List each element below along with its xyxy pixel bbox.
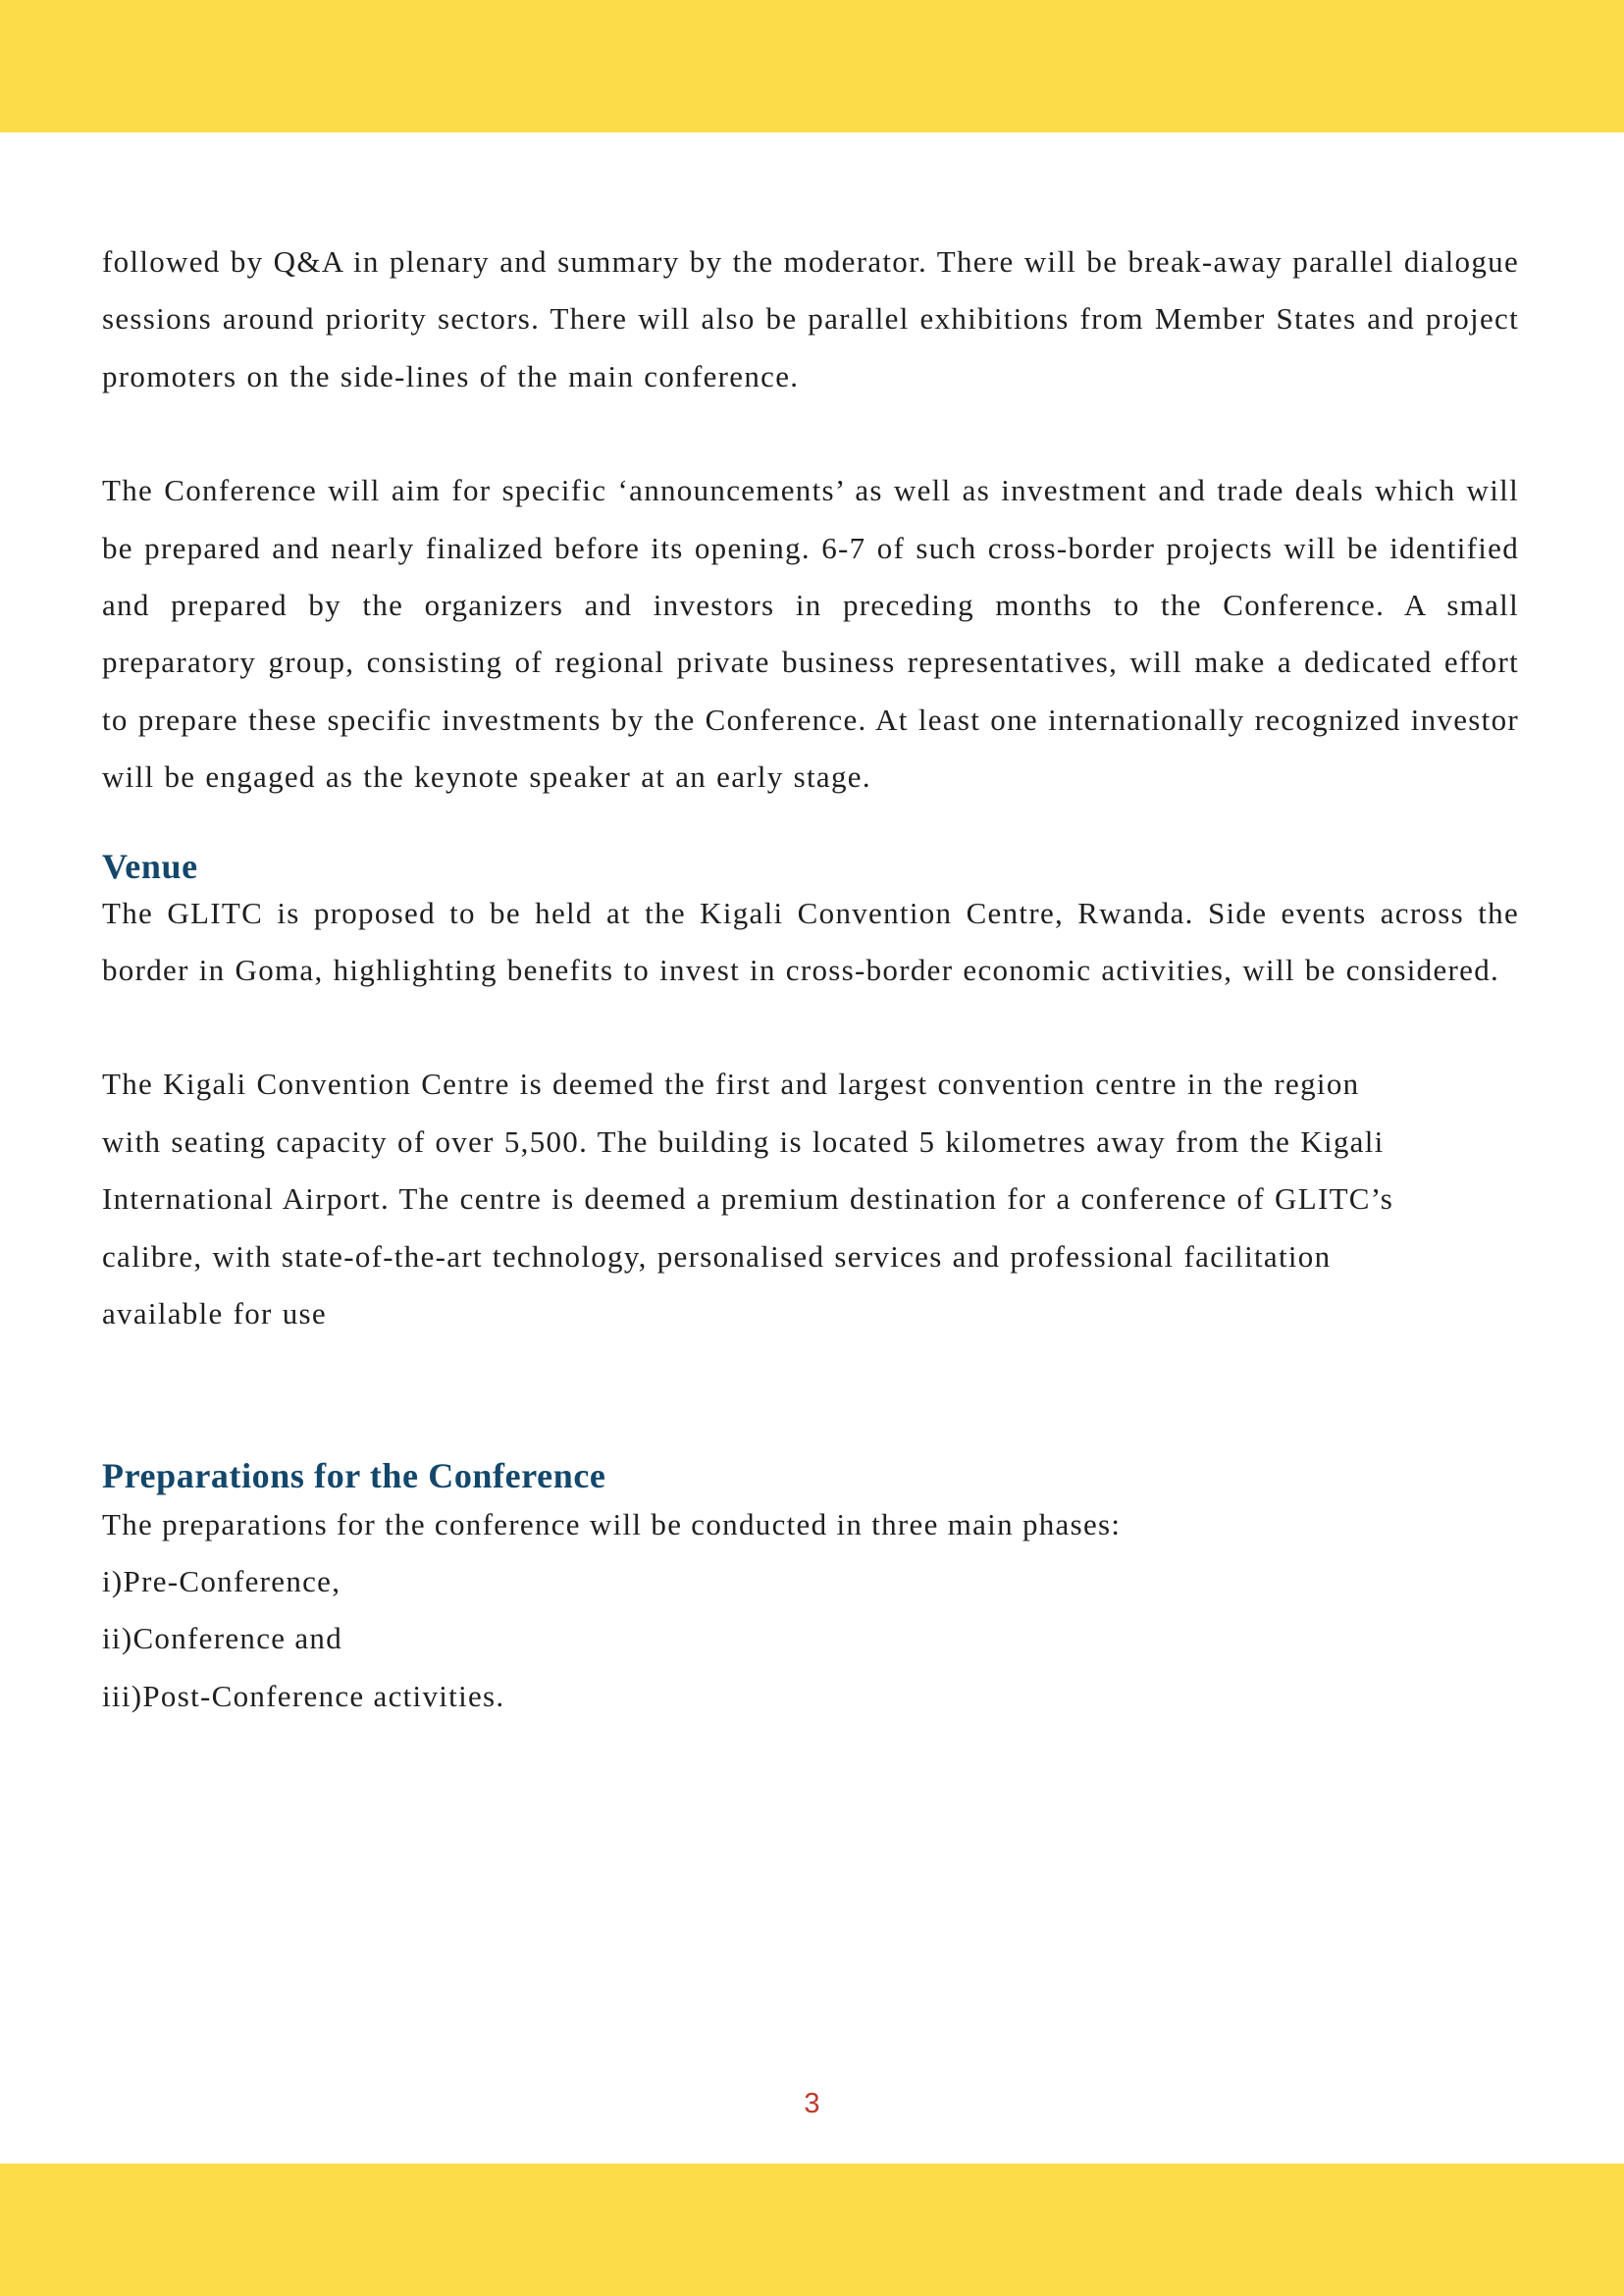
venue-paragraph-2-line: available for use	[102, 1296, 327, 1331]
venue-paragraph-2-line: The Kigali Convention Centre is deemed the first and largest convention centre in the region	[102, 1067, 1360, 1102]
venue-paragraph-2-line: International Airport. The centre is deemed a premium destination for a conference of GLITC’s	[102, 1181, 1394, 1217]
list-item: iii)Post-Conference activities.	[102, 1678, 505, 1713]
spacer	[102, 999, 1519, 1056]
preparations-intro: The preparations for the conference will be conducted in three main phases:	[102, 1506, 1122, 1541]
page-content	[102, 234, 1519, 1725]
announcements-paragraph: The Conference will aim for specific ‘announcements’ as well as investment and trade deals which will be prepared and nearly finalized before its opening. 6-7 of such cross-border projects will be identified and prepared by the organizers and investors in preceding months to the Conference. A small preparatory group, consisting of regional private business representatives, will make a dedicated effort to prepare these specific investments by the Conference. At least one internationally recognized investor will be engaged as the keynote speaker at an early stage.	[102, 473, 1519, 795]
header-band	[0, 0, 1624, 132]
spacer	[102, 1343, 1519, 1455]
spacer	[102, 807, 1519, 846]
list-item: i)Pre-Conference,	[102, 1563, 341, 1598]
venue-paragraph-1: The GLITC is proposed to be held at the Kigali Convention Centre, Rwanda. Side events across the border in Goma, highlighting benefits to invest in cross-border economic activities, will be considered.	[102, 895, 1519, 988]
venue-paragraph-2	[102, 1056, 1519, 1342]
venue-heading: Venue	[102, 846, 198, 886]
page-number: 3	[804, 2088, 820, 2119]
spacer	[102, 405, 1519, 462]
venue-paragraph-2-line: calibre, with state-of-the-art technology, personalised services and professional facilitation	[102, 1238, 1332, 1274]
list-item: ii)Conference and	[102, 1621, 343, 1656]
phases-list	[102, 1553, 1519, 1725]
intro-paragraph: followed by Q&A in plenary and summary by the moderator. There will be break-away parallel dialogue sessions around priority sectors. There will also be parallel exhibitions from Member States and project promoters on the side-lines of the main conference.	[102, 244, 1519, 393]
venue-paragraph-2-line: with seating capacity of over 5,500. The building is located 5 kilometres away from the Kigali	[102, 1123, 1385, 1159]
preparations-heading: Preparations for the Conference	[102, 1455, 606, 1495]
footer-band	[0, 2164, 1624, 2296]
